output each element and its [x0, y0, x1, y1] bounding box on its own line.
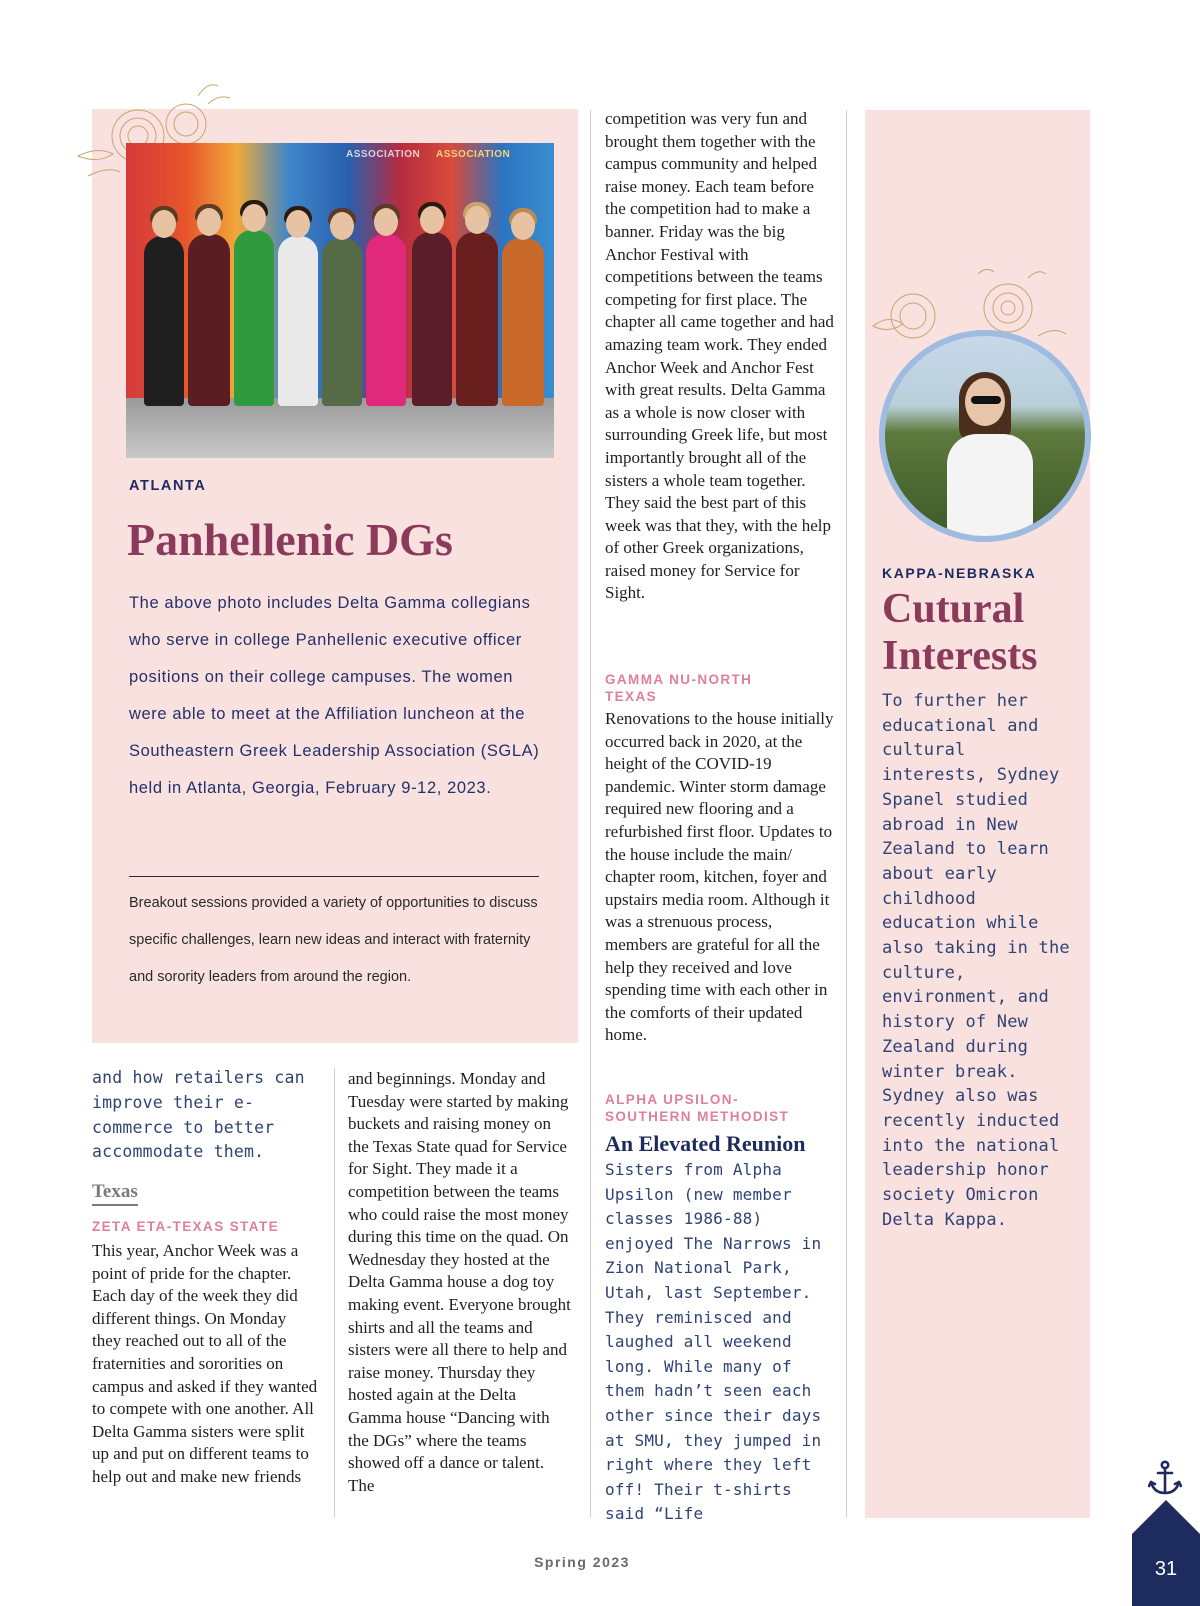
photo-person: [234, 230, 274, 406]
section-heading-texas: Texas: [92, 1181, 138, 1206]
col3-chapter-gamma-nu: GAMMA NU-NORTH TEXAS: [605, 672, 753, 704]
caption-divider: [129, 876, 539, 877]
column-divider: [846, 110, 847, 1518]
page-number: 31: [1154, 1558, 1178, 1580]
sidebar-headline: Cutural Interests: [882, 586, 1038, 679]
sydney-portrait-photo: [879, 330, 1091, 542]
col1-chapter-label: ZETA ETA-TEXAS STATE: [92, 1219, 279, 1234]
page-number-tab: [1132, 1500, 1200, 1606]
photo-person: [278, 236, 318, 406]
photo-banner-text: ASSOCIATION: [436, 149, 511, 160]
panhellenic-group-photo: [126, 143, 554, 458]
col1-body: This year, Anchor Week was a point of pride for the chapter. Each day of the week they did different things. On Monday they reached out to all of the fraternities and sororities on campus and asked if they wanted to compete with one another. All Delta Gamma sisters were split up and put on different teams to help out and make new friends: [92, 1241, 318, 1486]
photo-person: [144, 236, 184, 406]
sidebar-body: To further her educational and cultural interests, Sydney Spanel studied abroad in New Zealand to learn about early childhood education while also taking in the culture, environment, and history of New Zealand during winter break. Sydney also was recently inducted into the national leadership honor society Omicron Delta Kappa.: [882, 691, 1070, 1230]
issue-footer: Spring 2023: [534, 1554, 630, 1570]
col3-chapter-alpha-upsilon: ALPHA UPSILON-SOUTHERN METHODIST: [605, 1092, 790, 1124]
photo-person: [412, 232, 452, 406]
story-headline: An Elevated Reunion: [605, 1131, 806, 1156]
photo-person: [188, 234, 230, 406]
sidebar-chapter-label: KAPPA-NEBRASKA: [882, 565, 1037, 581]
anchor-icon: [1148, 1460, 1182, 1496]
column-divider: [590, 110, 591, 1518]
col1-continued-text: and how retailers can improve their e-commerce to better accommodate them.: [92, 1068, 305, 1162]
col3-story-body: Sisters from Alpha Upsilon (new member classes 1986-88) enjoyed The Narrows in Zion National Park, Utah, last September. They reminisced and laughed all weekend long. While many of them hadn’t seen each other since their days at SMU, they jumped in right where they left off! Their t-shirts said “Life: [605, 1160, 822, 1524]
atlanta-kicker: ATLANTA: [129, 478, 207, 494]
atlanta-caption: Breakout sessions provided a variety of opportunities to discuss specific challenges, learn new ideas and interact with fraternity and sorority leaders from around the region.: [129, 895, 538, 985]
column-divider: [334, 1068, 335, 1518]
col2-body: and beginnings. Monday and Tuesday were started by making buckets and raising money on the Texas State quad for Service for Sight. They made it a competition between the teams who could raise the most money during this time on the quad. On Wednesday they hosted at the Delta Gamma house a dog toy making event. Everyone brought shirts and all the teams and sisters were all there to help and raise money. Thursday they hosted again at the Delta Gamma house “Dancing with the DGs” where the teams showed off a dance or talent. The: [348, 1069, 571, 1495]
photo-person: [322, 238, 362, 406]
photo-floor: [126, 398, 554, 458]
atlanta-headline: Panhellenic DGs: [127, 514, 453, 565]
photo-person: [502, 238, 544, 406]
photo-banner-text: ASSOCIATION: [346, 149, 421, 160]
photo-person: [456, 232, 498, 406]
col3-top-body: competition was very fun and brought them together with the campus community and helped raise money. Each team before the competition had to make a banner. Friday was the big Anchor Festival with competitions between the teams competing for first place. The chapter all came together and had amazing team work. They ended Anchor Week and Anchor Fest with great results. Delta Gamma as a whole is now closer with surrounding Greek life, but most importantly brought all of the sisters a whole team together. They said the best part of this week was that they, with the help of other Greek organizations, raised money for Service for Sight.: [605, 109, 834, 603]
col3-body-gamma-nu: Renovations to the house initially occurred back in 2020, at the height of the COVID-19 pandemic. Winter storm damage required new flooring and a refurbished first floor. Updates to the house include the main/ chapter room, kitchen, foyer and upstairs media room. Although it was a strenuous process, members are grateful for all the help they received and love spending time with each other in the comforts of their updated home.: [605, 709, 834, 1045]
atlanta-body: The above photo includes Delta Gamma collegians who serve in college Panhellenic executive officer positions on their college campuses. The women were able to meet at the Affiliation luncheon at the Southeastern Greek Leadership Association (SGLA) held in Atlanta, Georgia, February 9-12, 2023.: [129, 594, 540, 797]
photo-person: [366, 234, 406, 406]
